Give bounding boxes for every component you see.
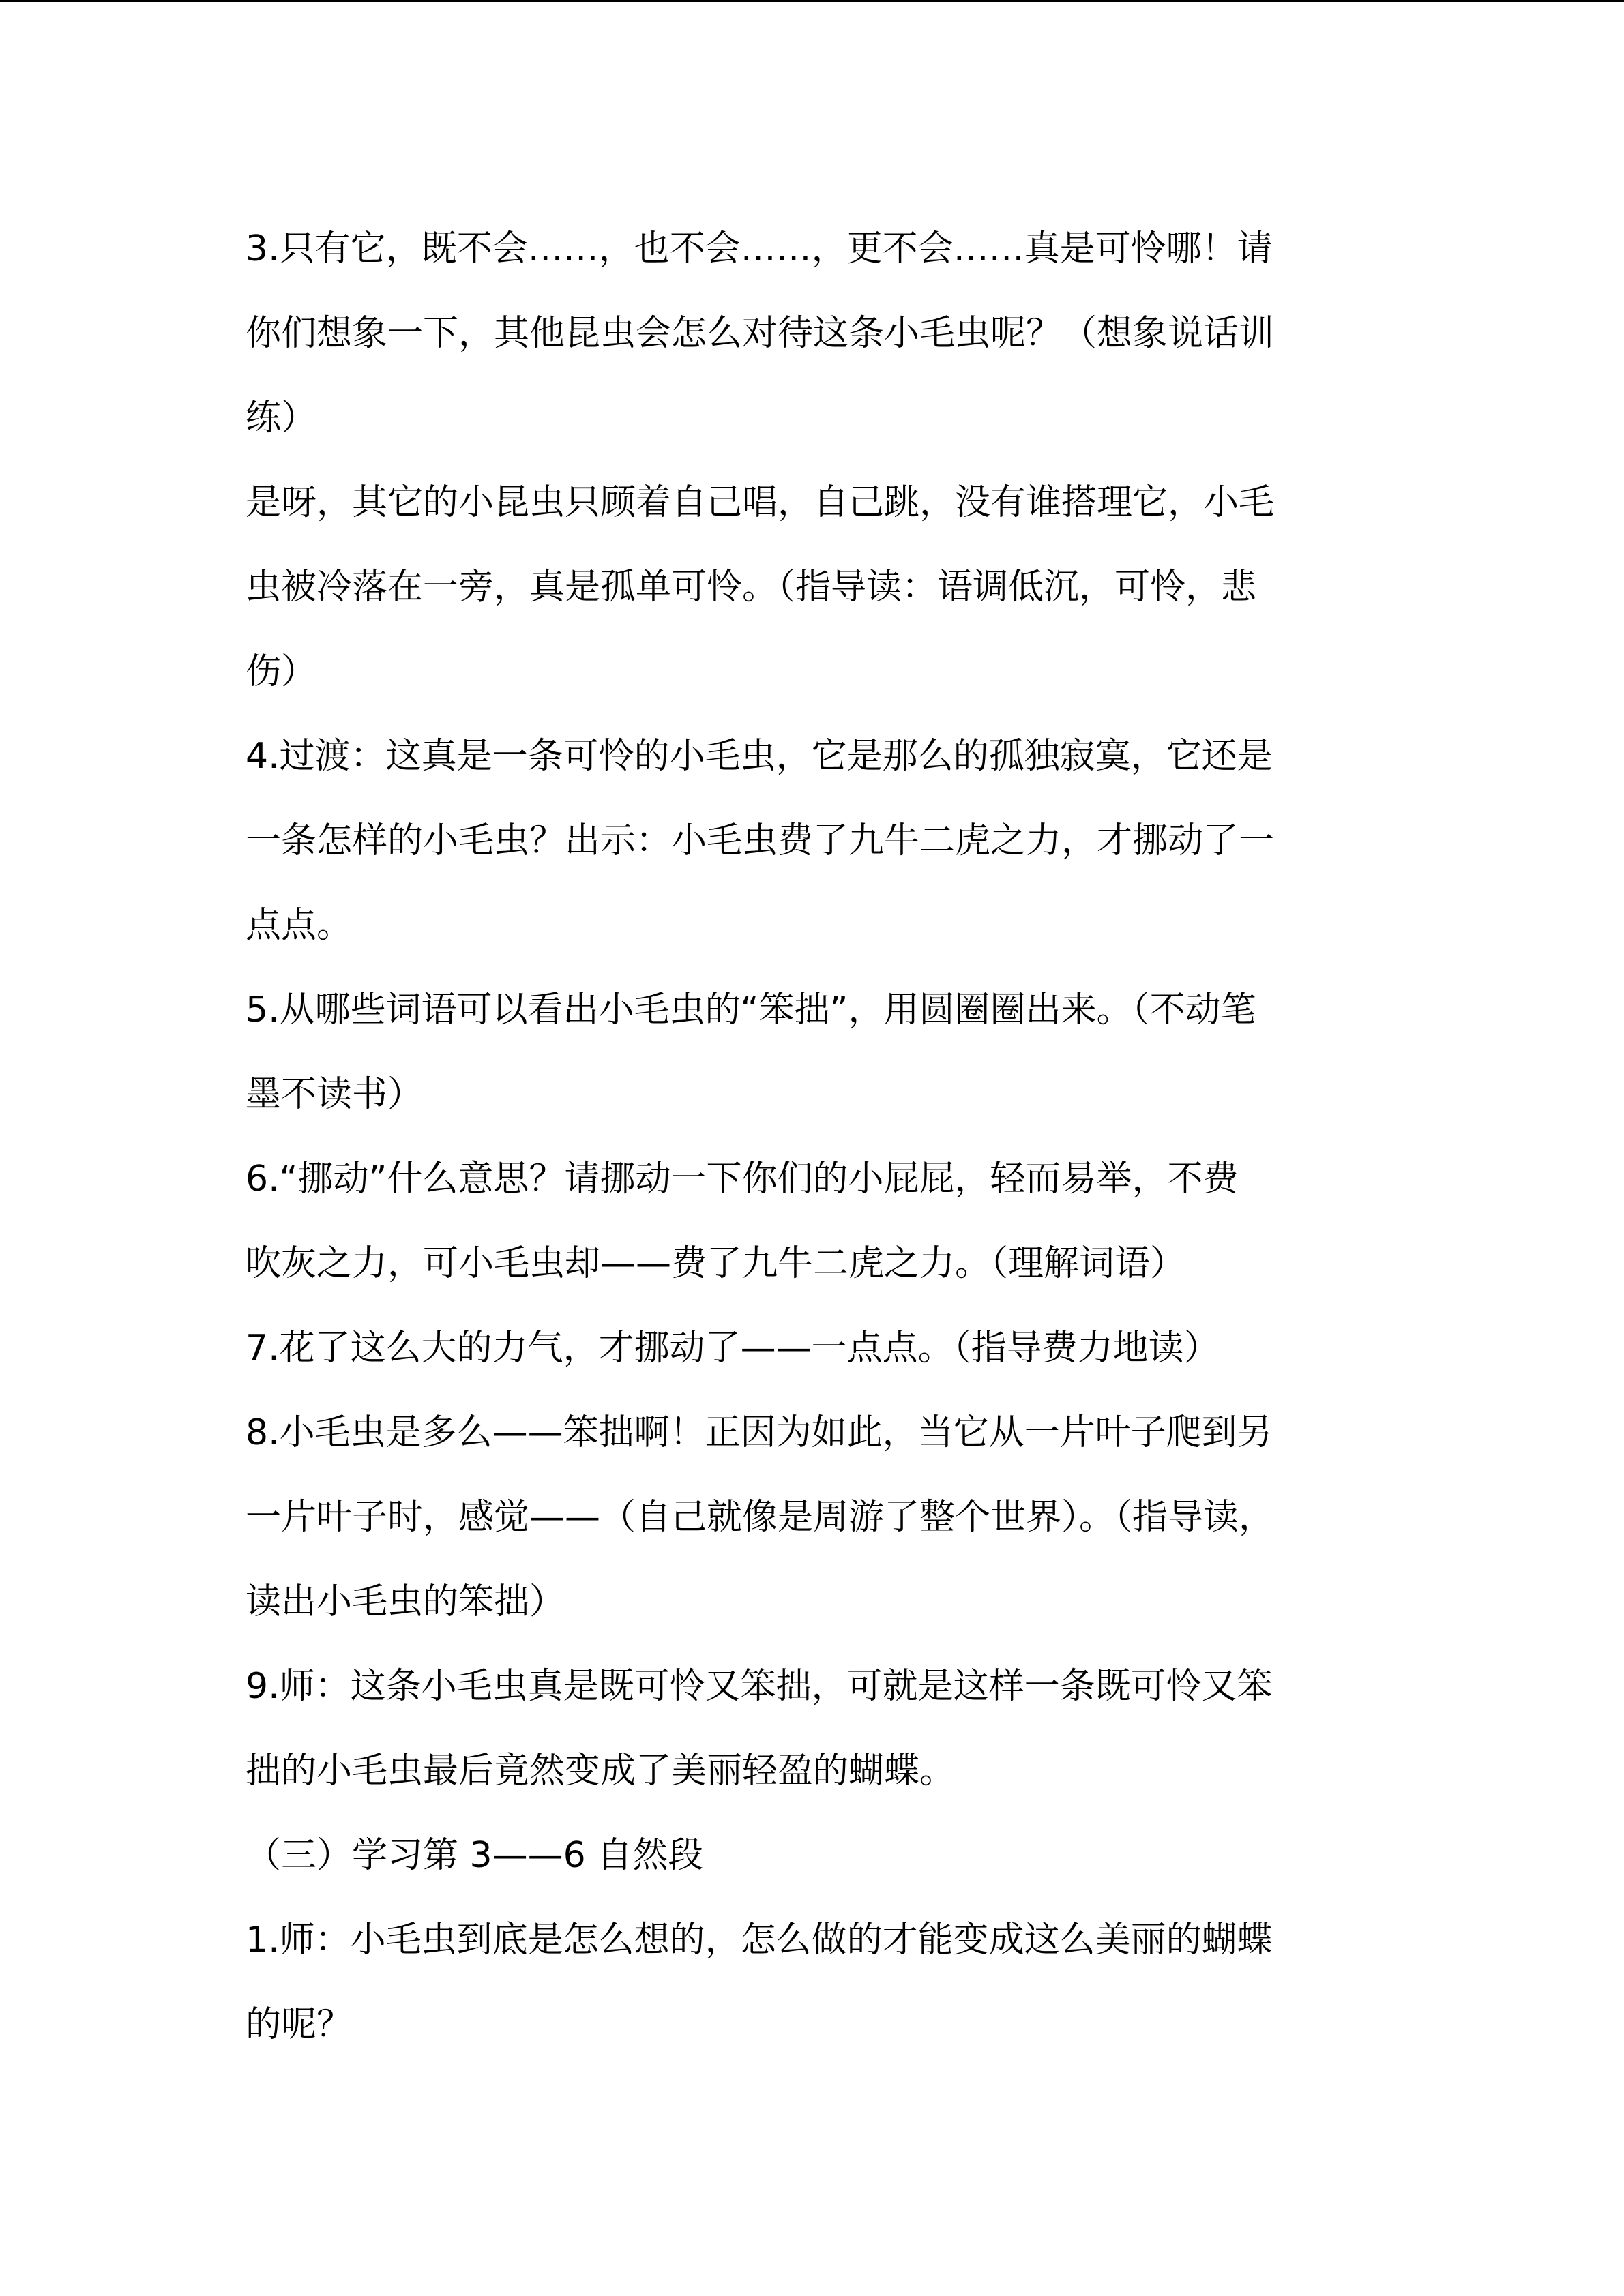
page-top-border [0, 0, 1624, 2]
text-line: 伤） [246, 651, 317, 692]
text-line: 你们想象一下，其他昆虫会怎么对待这条小毛虫呢？（想象说话训 [246, 313, 1275, 354]
text-line: 1.师：小毛虫到底是怎么想的，怎么做的才能变成这么美丽的蝴蝶 [246, 1920, 1273, 1960]
text-line: 拙的小毛虫最后竟然变成了美丽轻盈的蝴蝶。 [246, 1750, 956, 1791]
text-line: 5.从哪些词语可以看出小毛虫的“笨拙”，用圆圈圈出来。（不动笔 [246, 989, 1256, 1030]
text-line: 7.花了这么大的力气，才挪动了——一点点。（指导费力地读） [246, 1328, 1220, 1369]
text-line: 的呢？ [246, 2004, 353, 2045]
text-line: 8.小毛虫是多么——笨拙啊！正因为如此，当它从一片叶子爬到另 [246, 1412, 1273, 1453]
text-line: 4.过渡：这真是一条可怜的小毛虫，它是那么的孤独寂寞，它还是 [246, 736, 1273, 777]
text-line: 读出小毛虫的笨拙） [246, 1581, 565, 1622]
text-line: 3.只有它，既不会……，也不会……，更不会……真是可怜哪！请 [246, 228, 1273, 269]
text-line: 墨不读书） [246, 1074, 424, 1115]
text-line: 点点。 [246, 905, 353, 946]
document-body [246, 207, 1354, 2067]
text-line: 是呀，其它的小昆虫只顾着自己唱，自己跳，没有谁搭理它，小毛 [246, 482, 1275, 523]
text-line: 吹灰之力，可小毛虫却——费了九牛二虎之力。（理解词语） [246, 1243, 1186, 1284]
text-line: 9.师：这条小毛虫真是既可怜又笨拙，可就是这样一条既可怜又笨 [246, 1666, 1273, 1707]
text-line: 一片叶子时，感觉——（自己就像是周游了整个世界）。（指导读， [246, 1497, 1275, 1538]
section-heading: （三）学习第 3——6 自然段 [246, 1835, 704, 1876]
text-line: 6.“挪动”什么意思？请挪动一下你们的小屁屁，轻而易举，不费 [246, 1159, 1239, 1199]
text-line: 练） [246, 398, 317, 438]
text-line: 虫被冷落在一旁，真是孤单可怜。（指导读：语调低沉，可怜，悲 [246, 567, 1257, 608]
text-line: 一条怎样的小毛虫？出示：小毛虫费了九牛二虎之力，才挪动了一 [246, 820, 1275, 861]
